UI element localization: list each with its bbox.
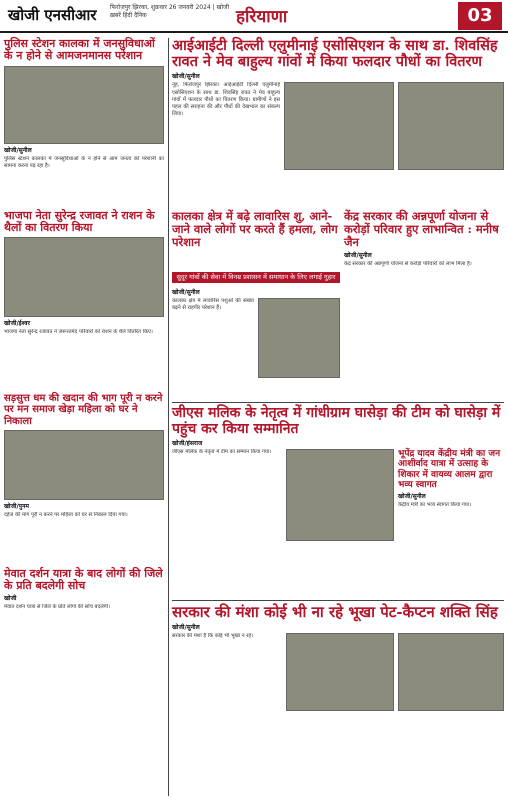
story-byline: खोजी/सुनील bbox=[344, 251, 372, 259]
story-title: भूपेंद्र यादव केंद्रीय मंत्री का जन आशीर्वाद यात्रा में उत्साह के शिकार में वायव्य आलम द्वारा भव्य स्वागत bbox=[398, 449, 501, 490]
story-photo bbox=[4, 66, 164, 144]
masthead-bar bbox=[0, 0, 508, 33]
lead-headline: आईआईटी दिल्ली एलुमीनाई एसोसिएशन के साथ डा. शिवसिंह रावत ने मेव बाहुल्य गांवों में किया फलदार पौधों का वितरण bbox=[172, 37, 498, 71]
story-body: दहेज की मांग पूरी न करने पर महिला को घर से निकाल दिया गया। bbox=[4, 511, 128, 518]
lead-photo bbox=[284, 82, 394, 170]
story-title: भाजपा नेता सुरेन्द्र रजावत ने राशन के थैलों का वितरण किया bbox=[4, 208, 155, 234]
masthead-logo: खोजी एनसीआर bbox=[8, 6, 97, 24]
lead-body: नूंह, फिरोजपुर झिरका। आईआईटी दिल्ली एलुमीनाई एसोसिएशन के साथ डा. शिवसिंह रावत ने मेव बाहुल्य गांवों में फलदार पौधों का वितरण किया। ग्रामीणों ने इस पहल की सराहना की और पौधों की देखभाल का संकल्प लिया। bbox=[172, 82, 280, 118]
story-body: सरकार की मंशा है कि कोई भी भूखा न रहे। bbox=[172, 632, 254, 639]
story-body: कालका क्षेत्र में लावारिस पशुओं की संख्या बढ़ने से राहगीर परेशान हैं। bbox=[172, 298, 254, 312]
story-photo bbox=[4, 237, 164, 317]
story-byline: खोजी/ईश्वर bbox=[4, 320, 30, 328]
story-block bbox=[172, 286, 340, 408]
story-body: केंद्रीय मंत्री का भव्य स्वागत किया गया। bbox=[398, 501, 472, 508]
story-byline: खोजी/सुनील bbox=[4, 146, 32, 154]
banner-strip: सुदूर गांवों की सेवा में विनम्र प्रशासन में समाधान के लिए लगाई गुहार bbox=[172, 272, 340, 283]
column-divider bbox=[168, 38, 169, 796]
story-photo bbox=[286, 449, 394, 541]
story-body: मेवात दर्शन यात्रा से जिले के प्रति लोगों की सोच बदलेगी। bbox=[4, 604, 111, 611]
lead-byline: खोजी/सुनील bbox=[172, 73, 200, 81]
dateline: फिरोजपुर झिरका, शुक्रवार 26 जनवरी 2024 | खोजी ख़बरें हिंदी दैनिक bbox=[110, 4, 230, 19]
row-divider bbox=[172, 600, 504, 601]
story-photo bbox=[286, 633, 394, 711]
story-title: मेवात दर्शन यात्रा के बाद लोगों की जिले के प्रति बदलेगी सोच bbox=[4, 566, 163, 593]
story-byline: खोजी/सुनील bbox=[172, 289, 200, 296]
story-byline: खोजी/सुनील bbox=[398, 492, 426, 500]
story-body: केंद्र सरकार की अन्नपूर्णा योजना से करोड़ों परिवारों को लाभ मिला है। bbox=[344, 260, 472, 267]
row-divider bbox=[172, 402, 504, 403]
story-block bbox=[344, 210, 504, 331]
page-number: 03 bbox=[458, 2, 502, 30]
story-side bbox=[398, 449, 504, 599]
story-body: जीएस मलिक के नेतृत्व में टीम का सम्मान किया गया। bbox=[172, 449, 272, 456]
story-byline: खोजी/हंसराज bbox=[172, 440, 203, 448]
story-title: सरकार की मंशा कोई भी ना रहे भूखा पेट-कैप्टन शक्ति सिंह bbox=[172, 603, 498, 621]
story-title: पुलिस स्टेशन कालका में जनसुविधाओं के न होने से आमजनमानस परेशान bbox=[4, 37, 155, 63]
story-byline: खोजी/पुनम bbox=[4, 502, 29, 510]
lead-story bbox=[172, 38, 504, 232]
story-row bbox=[172, 298, 340, 408]
story-row bbox=[172, 633, 504, 783]
story-photo bbox=[398, 633, 504, 711]
story-block bbox=[172, 604, 504, 783]
story-title: कालका क्षेत्र में बढ़े लावारिस शु, आने-जाने वाले लोगों पर करते हैं हमला, लोग परेशान bbox=[172, 209, 338, 249]
story-photo bbox=[258, 298, 340, 378]
story-title: केंद्र सरकार की अन्नपूर्णा योजना से करोड़ों परिवार हुए लाभान्वित : मनीष जैन bbox=[344, 209, 499, 249]
left-column bbox=[4, 38, 164, 700]
lead-photo bbox=[398, 82, 504, 170]
story-photo bbox=[4, 430, 164, 500]
story-title: सड़सुत्त धम की खदान की भाग पूरी न करने पर मन समाज खेड़ा महिला को घर ने निकाला bbox=[4, 393, 163, 427]
story-block bbox=[172, 406, 504, 599]
story-body: पुलिस स्टेशन कालका में जनसुविधाओं के न होने से आम जनता को परेशानी का सामना करना पड़ रहा है। bbox=[4, 155, 164, 169]
story-byline: खोजी bbox=[4, 595, 17, 603]
story-title: जीएस मलिक के नेतृत्व में गांधीग्राम घासेड़ा की टीम को घासेड़ा में पहुंच कर किया सम्मानित bbox=[172, 405, 501, 437]
story-block bbox=[172, 210, 340, 249]
story-row bbox=[172, 449, 504, 599]
story-body: भाजपा नेता सुरेन्द्र रजावत ने जरूरतमंद परिवारों को राशन के थैले वितरित किए। bbox=[4, 329, 153, 336]
story-byline: खोजी/सुनील bbox=[172, 623, 200, 631]
section-title: हरियाणा bbox=[236, 7, 288, 27]
